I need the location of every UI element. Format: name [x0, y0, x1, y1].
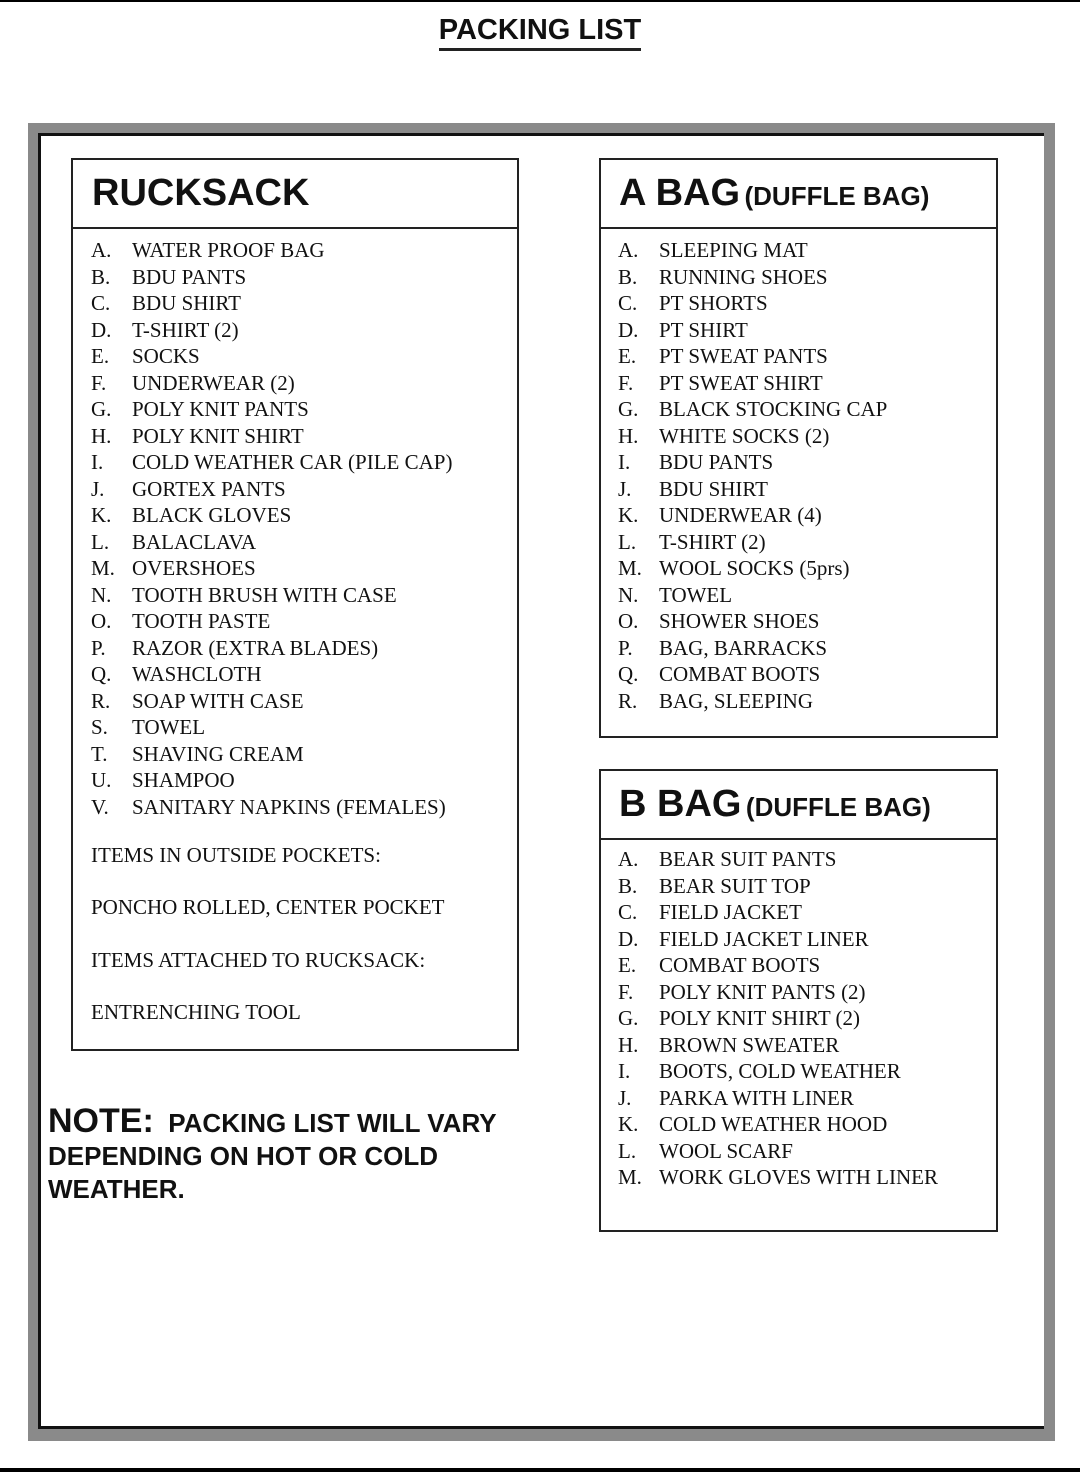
a-bag-heading: A BAG — [619, 172, 741, 214]
list-item — [91, 290, 452, 317]
item-letter: O. — [91, 609, 112, 633]
item-text: BOOTS, COLD WEATHER — [659, 1059, 901, 1083]
item-text: WOOL SCARF — [659, 1138, 793, 1163]
item-text: BLACK GLOVES — [132, 503, 292, 527]
item-letter: U. — [91, 768, 112, 792]
list-item — [618, 873, 938, 900]
list-item — [91, 237, 452, 264]
b-bag-subheading: (DUFFLE BAG) — [745, 792, 931, 822]
item-text: POLY KNIT PANTS — [132, 397, 309, 421]
item-letter: O. — [618, 609, 639, 633]
item-letter: A. — [618, 238, 639, 262]
page-title-text: PACKING LIST — [439, 12, 641, 51]
list-item — [91, 529, 452, 556]
item-text: TOWEL — [659, 582, 733, 607]
list-item — [618, 529, 887, 556]
item-letter: L. — [618, 529, 637, 554]
item-text: PT SHIRT — [659, 317, 748, 342]
list-item — [91, 476, 452, 503]
item-text: BROWN SWEATER — [659, 1032, 840, 1057]
rucksack-header — [73, 160, 517, 229]
item-letter: C. — [618, 900, 638, 924]
a-bag-item-list — [618, 237, 887, 714]
item-text: PARKA WITH LINER — [659, 1085, 854, 1110]
item-text: GORTEX PANTS — [132, 476, 286, 501]
item-letter: M. — [618, 556, 642, 580]
list-item — [618, 1058, 938, 1085]
item-letter: I. — [91, 450, 104, 474]
item-letter: D. — [618, 926, 639, 951]
list-item — [618, 555, 887, 582]
item-letter: J. — [91, 476, 105, 501]
item-text: POLY KNIT SHIRT (2) — [659, 1006, 860, 1030]
item-letter: D. — [91, 317, 112, 342]
list-item — [618, 952, 938, 979]
item-text: TOOTH BRUSH WITH CASE — [132, 582, 397, 607]
list-item — [618, 1164, 938, 1191]
item-text: BDU PANTS — [132, 264, 247, 289]
list-item — [91, 741, 452, 768]
item-letter: M. — [91, 556, 115, 580]
item-text: BDU SHIRT — [659, 476, 768, 501]
list-item — [618, 979, 938, 1006]
item-letter: E. — [618, 344, 637, 368]
item-letter: G. — [618, 1006, 639, 1030]
item-text: BDU PANTS — [659, 450, 774, 474]
item-text: BEAR SUIT TOP — [659, 873, 811, 898]
item-text: BALACLAVA — [132, 529, 257, 554]
item-letter: A. — [91, 238, 112, 262]
item-letter: K. — [618, 503, 639, 527]
list-item — [618, 608, 887, 635]
b-bag-header — [601, 771, 996, 840]
list-item — [91, 317, 452, 344]
item-text: TOOTH PASTE — [132, 609, 271, 633]
item-text: COMBAT BOOTS — [659, 662, 821, 686]
item-letter: K. — [618, 1112, 639, 1136]
list-item — [618, 237, 887, 264]
item-text: SHAMPOO — [132, 768, 235, 792]
item-text: SHAVING CREAM — [132, 741, 304, 766]
item-text: COLD WEATHER CAR (PILE CAP) — [132, 450, 453, 474]
note-text-line2: DEPENDING ON HOT OR COLD — [48, 1141, 439, 1171]
item-text: BLACK STOCKING CAP — [659, 397, 888, 421]
outside-pockets-value: PONCHO ROLLED, CENTER POCKET — [91, 895, 445, 919]
note-text-line3: WEATHER. — [48, 1174, 185, 1204]
item-text: WASHCLOTH — [132, 662, 262, 686]
item-text: SOCKS — [132, 344, 200, 368]
item-text: COLD WEATHER HOOD — [659, 1112, 888, 1136]
rucksack-box — [71, 158, 519, 1051]
item-text: SOAP WITH CASE — [132, 688, 304, 713]
item-letter: C. — [91, 291, 111, 315]
list-item — [618, 370, 887, 397]
list-item — [91, 449, 452, 476]
item-letter: T. — [91, 741, 108, 766]
list-item — [618, 926, 938, 953]
item-text: T-SHIRT (2) — [132, 317, 239, 342]
item-letter: H. — [618, 423, 639, 448]
item-text: COMBAT BOOTS — [659, 953, 821, 977]
item-letter: F. — [618, 370, 634, 395]
item-letter: L. — [91, 529, 110, 554]
top-border — [0, 0, 1080, 2]
bottom-border — [0, 1468, 1080, 1472]
item-letter: D. — [618, 317, 639, 342]
item-text: PT SWEAT SHIRT — [659, 370, 823, 395]
item-letter: I. — [618, 450, 631, 474]
list-item — [91, 661, 452, 688]
list-item — [618, 290, 887, 317]
list-item — [618, 846, 938, 873]
list-item — [618, 582, 887, 609]
item-letter: F. — [618, 979, 634, 1004]
list-item — [91, 370, 452, 397]
item-letter: H. — [618, 1032, 639, 1057]
list-item — [91, 608, 452, 635]
item-letter: R. — [91, 688, 111, 713]
item-text: OVERSHOES — [132, 556, 256, 580]
note-text-line1: PACKING LIST WILL VARY — [168, 1108, 497, 1138]
item-letter: M. — [618, 1165, 642, 1189]
attached-value: ENTRENCHING TOOL — [91, 1000, 301, 1024]
list-item — [618, 343, 887, 370]
item-letter: B. — [618, 264, 638, 289]
item-letter: A. — [618, 847, 639, 871]
item-text: PT SWEAT PANTS — [659, 344, 828, 368]
item-text: POLY KNIT PANTS (2) — [659, 979, 866, 1004]
item-letter: G. — [618, 397, 639, 421]
list-item — [618, 264, 887, 291]
item-letter: V. — [91, 794, 109, 819]
list-item — [91, 714, 452, 741]
list-item — [618, 1111, 938, 1138]
list-item — [91, 502, 452, 529]
a-bag-box — [599, 158, 998, 738]
item-letter: G. — [91, 397, 112, 421]
list-item — [91, 343, 452, 370]
item-text: PT SHORTS — [659, 291, 768, 315]
item-text: WOOL SOCKS (5prs) — [659, 556, 850, 580]
list-item — [618, 502, 887, 529]
list-item — [618, 396, 887, 423]
item-letter: P. — [91, 635, 106, 660]
list-item — [618, 635, 887, 662]
a-bag-subheading: (DUFFLE BAG) — [744, 181, 930, 211]
item-letter: R. — [618, 688, 638, 713]
item-letter: K. — [91, 503, 112, 527]
list-item — [618, 661, 887, 688]
item-letter: E. — [91, 344, 110, 368]
b-bag-box — [599, 769, 998, 1232]
list-item — [618, 899, 938, 926]
item-text: POLY KNIT SHIRT — [132, 423, 304, 448]
item-letter: S. — [91, 715, 108, 739]
rucksack-heading: RUCKSACK — [92, 172, 310, 214]
note-label: NOTE: — [48, 1102, 154, 1140]
item-letter: N. — [618, 582, 639, 607]
list-item — [91, 423, 452, 450]
list-item — [618, 476, 887, 503]
note — [48, 1102, 497, 1206]
item-letter: F. — [91, 370, 107, 395]
item-letter: I. — [618, 1059, 631, 1083]
list-item — [91, 635, 452, 662]
page-title — [0, 12, 1080, 51]
item-letter: H. — [91, 423, 112, 448]
item-letter: J. — [618, 476, 632, 501]
list-item — [91, 794, 452, 821]
item-text: FIELD JACKET LINER — [659, 926, 869, 951]
list-item — [91, 582, 452, 609]
list-item — [618, 449, 887, 476]
list-item — [618, 1138, 938, 1165]
item-text: UNDERWEAR (2) — [132, 370, 295, 395]
item-text: T-SHIRT (2) — [659, 529, 766, 554]
list-item — [618, 423, 887, 450]
item-letter: Q. — [618, 662, 639, 686]
rucksack-item-list — [91, 237, 452, 820]
item-text: WHITE SOCKS (2) — [659, 423, 830, 448]
item-letter: B. — [91, 264, 111, 289]
list-item — [618, 1005, 938, 1032]
list-item — [91, 555, 452, 582]
item-text: BDU SHIRT — [132, 291, 241, 315]
item-text: RUNNING SHOES — [659, 264, 828, 289]
list-item — [91, 767, 452, 794]
item-letter: N. — [91, 582, 112, 607]
attached-label: ITEMS ATTACHED TO RUCKSACK: — [91, 948, 426, 972]
item-letter: E. — [618, 953, 637, 977]
item-text: SHOWER SHOES — [659, 609, 820, 633]
item-letter: P. — [618, 635, 633, 660]
item-letter: J. — [618, 1085, 632, 1110]
item-letter: L. — [618, 1138, 637, 1163]
item-text: BAG, BARRACKS — [659, 635, 828, 660]
item-letter: B. — [618, 873, 638, 898]
a-bag-header — [601, 160, 996, 229]
item-text: SLEEPING MAT — [659, 238, 808, 262]
list-item — [618, 688, 887, 715]
item-text: BAG, SLEEPING — [659, 688, 814, 713]
item-letter: C. — [618, 291, 638, 315]
item-text: UNDERWEAR (4) — [659, 503, 822, 527]
item-text: BEAR SUIT PANTS — [659, 847, 837, 871]
item-text: RAZOR (EXTRA BLADES) — [132, 635, 379, 660]
list-item — [618, 317, 887, 344]
list-item — [618, 1085, 938, 1112]
b-bag-item-list — [618, 846, 938, 1191]
outside-pockets-label: ITEMS IN OUTSIDE POCKETS: — [91, 843, 381, 867]
item-text: WATER PROOF BAG — [132, 238, 325, 262]
list-item — [618, 1032, 938, 1059]
item-text: FIELD JACKET — [659, 900, 802, 924]
item-text: SANITARY NAPKINS (FEMALES) — [132, 794, 446, 819]
list-item — [91, 264, 452, 291]
b-bag-heading: B BAG — [619, 783, 742, 825]
item-text: TOWEL — [132, 715, 206, 739]
list-item — [91, 396, 452, 423]
item-text: WORK GLOVES WITH LINER — [659, 1165, 938, 1189]
item-letter: Q. — [91, 662, 112, 686]
list-item — [91, 688, 452, 715]
